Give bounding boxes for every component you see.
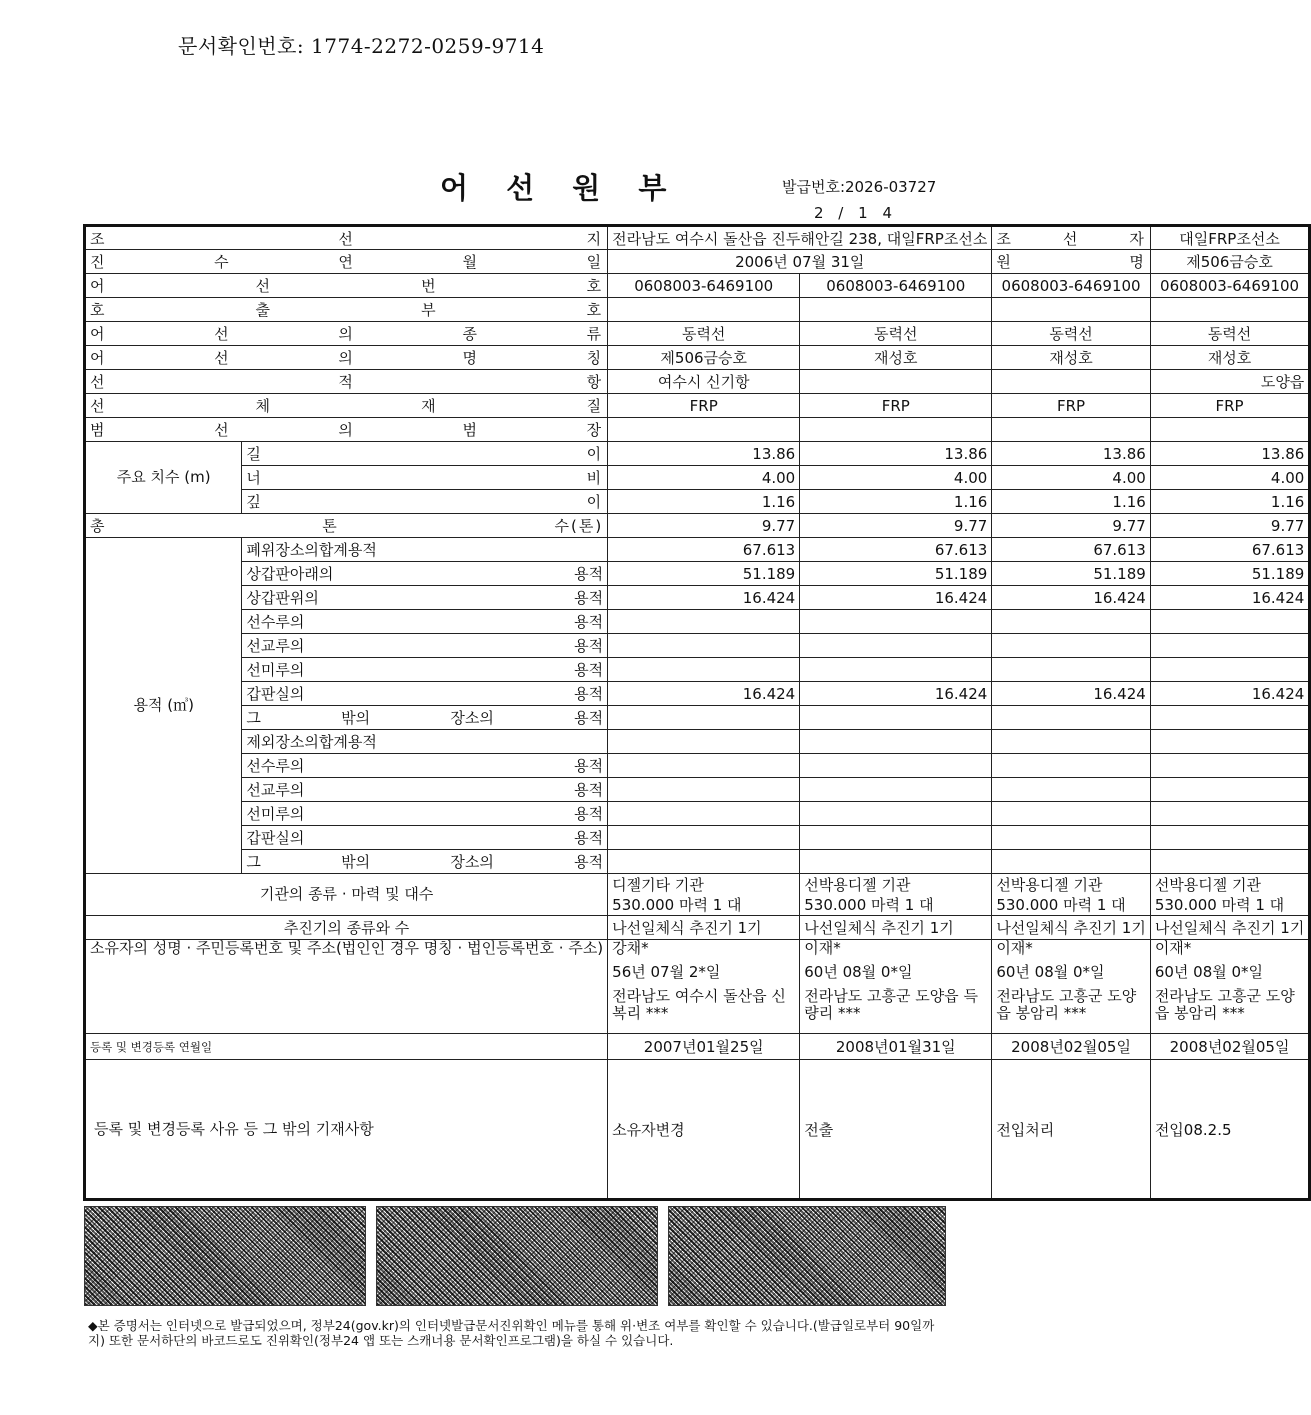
value-volume	[800, 826, 992, 850]
value-registration-date: 2008년01월31일	[800, 1034, 992, 1060]
owner-id: 56년 07월 2*일	[612, 963, 721, 981]
value-sail-area	[608, 418, 800, 442]
value-registration-reason: 전입처리	[992, 1060, 1151, 1200]
label-shipbuilder: 조 선 자	[992, 226, 1151, 250]
value-launch-date: 2006년 07월 31일	[608, 250, 992, 274]
table-row	[85, 370, 1310, 394]
value-volume	[1150, 658, 1310, 682]
value-volume	[992, 634, 1151, 658]
value-volume: 51.189	[608, 562, 800, 586]
value-shipyard-location: 전라남도 여수시 돌산읍 진두해안길 238, 대일FRP조선소	[608, 226, 992, 250]
value-vessel-type: 동력선	[1150, 322, 1310, 346]
value-volume	[800, 706, 992, 730]
label-volume-row: 선교루의 용적	[242, 634, 608, 658]
label-shipyard-location: 조 선 지	[85, 226, 608, 250]
value-volume	[608, 802, 800, 826]
value-call-sign	[1150, 298, 1310, 322]
barcode-1	[84, 1206, 366, 1306]
table-row	[85, 682, 1310, 706]
value-call-sign	[800, 298, 992, 322]
value-volume	[608, 706, 800, 730]
vessel-register-table	[83, 224, 1311, 1201]
value-port-of-registry	[992, 370, 1151, 394]
value-volume	[608, 658, 800, 682]
value-volume	[1150, 778, 1310, 802]
value-owner	[800, 940, 992, 1034]
table-row	[85, 916, 1310, 940]
owner-name: 강채*	[612, 939, 649, 957]
label-volume-row: 상갑판위의 용적	[242, 586, 608, 610]
label-owner: 소유자의 성명 · 주민등록번호 및 주소(법인인 경우 명칭 · 법인등록번호 · 주소)	[85, 940, 608, 1034]
engine-type: 디젤기타 기관	[612, 875, 704, 894]
value-volume	[608, 754, 800, 778]
label-volume-row: 선수루의 용적	[242, 610, 608, 634]
table-row	[85, 826, 1310, 850]
value-vessel-type: 동력선	[608, 322, 800, 346]
label-call-sign: 호 출 부 호	[85, 298, 608, 322]
table-row	[85, 778, 1310, 802]
table-row	[85, 850, 1310, 874]
label-volume-row: 갑판실의 용적	[242, 682, 608, 706]
owner-name: 이재*	[996, 939, 1033, 957]
label-length: 길 이	[242, 442, 608, 466]
value-volume	[992, 802, 1151, 826]
value-propeller: 나선일체식 추진기 1기	[992, 916, 1151, 940]
table-row	[85, 466, 1310, 490]
value-volume	[1150, 802, 1310, 826]
value-volume	[800, 754, 992, 778]
value-volume	[1150, 610, 1310, 634]
value-volume	[608, 634, 800, 658]
footer-notice: ◆본 증명서는 인터넷으로 발급되었으며, 정부24(gov.kr)의 인터넷발급문서진위확인 메뉴를 통해 위·변조 여부를 확인할 수 있습니다.(발급일로부터 90일까지) 또한 문서하단의 바코드로도 진위확인(정부24 앱 또는 스캐너용 문서확인프로그램)을 하실 수 있습니다.	[88, 1318, 935, 1348]
value-gross-tonnage: 9.77	[992, 514, 1151, 538]
value-sail-area	[800, 418, 992, 442]
value-volume	[608, 730, 800, 754]
value-depth: 1.16	[992, 490, 1151, 514]
engine-power: 530.000 마력 1 대	[612, 895, 742, 914]
value-registration-reason: 소유자변경	[608, 1060, 800, 1200]
value-volume	[1150, 706, 1310, 730]
value-registration-date: 2007년01월25일	[608, 1034, 800, 1060]
value-hull-material: FRP	[608, 394, 800, 418]
value-vessel-type: 동력선	[992, 322, 1151, 346]
label-depth: 깊 이	[242, 490, 608, 514]
value-volume: 16.424	[992, 586, 1151, 610]
value-volume	[800, 850, 992, 874]
value-volume	[992, 850, 1151, 874]
value-vessel-name: 재성호	[1150, 346, 1310, 370]
value-depth: 1.16	[800, 490, 992, 514]
table-row	[85, 562, 1310, 586]
value-engine	[608, 874, 800, 916]
label-volume: 용적 (㎥)	[85, 538, 242, 874]
label-volume-row: 그 밖의 장소의 용적	[242, 850, 608, 874]
engine-power: 530.000 마력 1 대	[1154, 895, 1285, 914]
value-vessel-type: 동력선	[800, 322, 992, 346]
value-volume	[608, 850, 800, 874]
value-gross-tonnage: 9.77	[608, 514, 800, 538]
value-volume	[1150, 826, 1310, 850]
label-volume-row: 선미루의 용적	[242, 802, 608, 826]
value-hull-material: FRP	[992, 394, 1151, 418]
value-hull-material: FRP	[1150, 394, 1310, 418]
value-vessel-name: 재성호	[992, 346, 1151, 370]
value-owner	[608, 940, 800, 1034]
table-row	[85, 346, 1310, 370]
engine-power: 530.000 마력 1 대	[804, 895, 934, 914]
value-vessel-name: 제506금승호	[608, 346, 800, 370]
value-volume	[992, 706, 1151, 730]
engine-type: 선박용디젤 기관	[996, 875, 1103, 894]
owner-name: 이재*	[804, 939, 841, 957]
value-vessel-no: 0608003-6469100	[992, 274, 1151, 298]
table-row	[85, 706, 1310, 730]
value-volume: 16.424	[608, 586, 800, 610]
page-number: 2 / 1 4	[814, 204, 897, 222]
value-volume: 16.424	[992, 682, 1151, 706]
barcode-2	[376, 1206, 658, 1306]
value-depth: 1.16	[608, 490, 800, 514]
value-volume	[1150, 850, 1310, 874]
table-row	[85, 1060, 1310, 1200]
value-volume	[608, 778, 800, 802]
value-volume	[800, 778, 992, 802]
value-breadth: 4.00	[992, 466, 1151, 490]
value-volume	[800, 610, 992, 634]
value-volume: 67.613	[992, 538, 1151, 562]
value-breadth: 4.00	[608, 466, 800, 490]
value-volume: 67.613	[1150, 538, 1310, 562]
value-volume	[608, 610, 800, 634]
value-owner	[1150, 940, 1310, 1034]
label-propeller: 추진기의 종류와 수	[85, 916, 608, 940]
table-row	[85, 514, 1310, 538]
value-call-sign	[992, 298, 1151, 322]
value-length: 13.86	[608, 442, 800, 466]
value-volume: 67.613	[800, 538, 992, 562]
table-row	[85, 226, 1310, 250]
table-row	[85, 586, 1310, 610]
value-volume: 16.424	[1150, 682, 1310, 706]
label-port-of-registry: 선 적 항	[85, 370, 608, 394]
value-vessel-no: 0608003-6469100	[800, 274, 992, 298]
label-original-name: 원 명	[992, 250, 1151, 274]
label-vessel-no: 어 선 번 호	[85, 274, 608, 298]
value-vessel-no: 0608003-6469100	[608, 274, 800, 298]
value-volume: 16.424	[608, 682, 800, 706]
table-row	[85, 538, 1310, 562]
value-owner	[992, 940, 1151, 1034]
value-volume: 16.424	[800, 586, 992, 610]
value-length: 13.86	[992, 442, 1151, 466]
value-volume	[992, 826, 1151, 850]
value-volume: 51.189	[800, 562, 992, 586]
label-volume-row: 제외장소의합계용적	[242, 730, 608, 754]
engine-power: 530.000 마력 1 대	[996, 895, 1126, 914]
value-volume: 67.613	[608, 538, 800, 562]
label-volume-row: 선미루의 용적	[242, 658, 608, 682]
label-breadth: 너 비	[242, 466, 608, 490]
label-volume-row: 폐위장소의합계용적	[242, 538, 608, 562]
value-registration-date: 2008년02월05일	[1150, 1034, 1310, 1060]
label-registration-reason: 등록 및 변경등록 사유 등 그 밖의 기재사항	[85, 1060, 608, 1200]
label-volume-row: 선교루의 용적	[242, 778, 608, 802]
issue-number: 발급번호:2026-03727	[782, 178, 937, 196]
value-vessel-no: 0608003-6469100	[1150, 274, 1310, 298]
value-depth: 1.16	[1150, 490, 1310, 514]
value-volume	[1150, 754, 1310, 778]
table-row	[85, 418, 1310, 442]
value-volume	[992, 658, 1151, 682]
owner-address: 전라남도 여수시 돌산읍 신복리 ***	[612, 987, 786, 1022]
value-breadth: 4.00	[1150, 466, 1310, 490]
value-volume: 51.189	[1150, 562, 1310, 586]
table-row	[85, 442, 1310, 466]
label-hull-material: 선 체 재 질	[85, 394, 608, 418]
label-volume-row: 선수루의 용적	[242, 754, 608, 778]
table-row	[85, 250, 1310, 274]
value-volume	[800, 802, 992, 826]
value-engine	[800, 874, 992, 916]
label-volume-row: 그 밖의 장소의 용적	[242, 706, 608, 730]
table-row	[85, 634, 1310, 658]
value-gross-tonnage: 9.77	[800, 514, 992, 538]
table-row	[85, 490, 1310, 514]
value-volume: 16.424	[800, 682, 992, 706]
owner-address: 전라남도 고흥군 도양읍 봉암리 ***	[1154, 987, 1295, 1022]
table-row	[85, 322, 1310, 346]
barcode-3	[668, 1206, 946, 1306]
value-gross-tonnage: 9.77	[1150, 514, 1310, 538]
value-breadth: 4.00	[800, 466, 992, 490]
label-vessel-name: 어 선 의 명 칭	[85, 346, 608, 370]
value-call-sign	[608, 298, 800, 322]
value-volume	[800, 730, 992, 754]
table-row	[85, 874, 1310, 916]
table-row	[85, 610, 1310, 634]
owner-address: 전라남도 고흥군 도양읍 득량리 ***	[804, 987, 978, 1022]
owner-address: 전라남도 고흥군 도양읍 봉암리 ***	[996, 987, 1137, 1022]
value-registration-reason: 전입08.2.5	[1150, 1060, 1310, 1200]
value-engine	[992, 874, 1151, 916]
value-original-name: 제506금승호	[1150, 250, 1310, 274]
value-registration-date: 2008년02월05일	[992, 1034, 1151, 1060]
value-volume: 16.424	[1150, 586, 1310, 610]
value-volume	[1150, 730, 1310, 754]
value-port-of-registry: 도양읍	[1150, 370, 1310, 394]
owner-id: 60년 08월 0*일	[804, 963, 913, 981]
value-registration-reason: 전출	[800, 1060, 992, 1200]
table-row	[85, 1034, 1310, 1060]
value-propeller: 나선일체식 추진기 1기	[1150, 916, 1310, 940]
label-gross-tonnage: 총 톤 수(톤)	[85, 514, 608, 538]
value-sail-area	[992, 418, 1151, 442]
value-volume	[800, 634, 992, 658]
label-volume-row: 갑판실의 용적	[242, 826, 608, 850]
value-volume	[992, 778, 1151, 802]
label-engine: 기관의 종류 · 마력 및 대수	[85, 874, 608, 916]
value-length: 13.86	[1150, 442, 1310, 466]
value-length: 13.86	[800, 442, 992, 466]
value-port-of-registry: 여수시 신기항	[608, 370, 800, 394]
engine-type: 선박용디젤 기관	[1154, 875, 1262, 894]
table-row	[85, 730, 1310, 754]
label-vessel-type: 어 선 의 종 류	[85, 322, 608, 346]
table-row	[85, 754, 1310, 778]
value-engine	[1150, 874, 1310, 916]
value-volume: 51.189	[992, 562, 1151, 586]
value-volume	[1150, 634, 1310, 658]
value-volume	[800, 658, 992, 682]
table-row	[85, 298, 1310, 322]
table-row	[85, 940, 1310, 1034]
table-row	[85, 394, 1310, 418]
owner-id: 60년 08월 0*일	[1154, 963, 1264, 981]
value-propeller: 나선일체식 추진기 1기	[800, 916, 992, 940]
owner-id: 60년 08월 0*일	[996, 963, 1105, 981]
page-title: 어 선 원 부	[440, 171, 681, 205]
owner-name: 이재*	[1154, 939, 1192, 957]
label-registration-date: 등록 및 변경등록 연월일	[85, 1034, 608, 1060]
label-main-dimensions: 주요 치수 (m)	[85, 442, 242, 514]
value-sail-area	[1150, 418, 1310, 442]
table-row	[85, 802, 1310, 826]
value-vessel-name: 재성호	[800, 346, 992, 370]
document-confirmation-number: 문서확인번호: 1774-2272-0259-9714	[178, 34, 545, 58]
value-volume	[992, 730, 1151, 754]
label-sail-area: 범 선 의 범 장	[85, 418, 608, 442]
value-volume	[608, 826, 800, 850]
table-row	[85, 274, 1310, 298]
label-volume-row: 상갑판아래의 용적	[242, 562, 608, 586]
value-shipbuilder: 대일FRP조선소	[1150, 226, 1310, 250]
value-hull-material: FRP	[800, 394, 992, 418]
value-port-of-registry	[800, 370, 992, 394]
label-launch-date: 진 수 연 월 일	[85, 250, 608, 274]
table-row	[85, 658, 1310, 682]
value-volume	[992, 754, 1151, 778]
value-propeller: 나선일체식 추진기 1기	[608, 916, 800, 940]
engine-type: 선박용디젤 기관	[804, 875, 911, 894]
value-volume	[992, 610, 1151, 634]
